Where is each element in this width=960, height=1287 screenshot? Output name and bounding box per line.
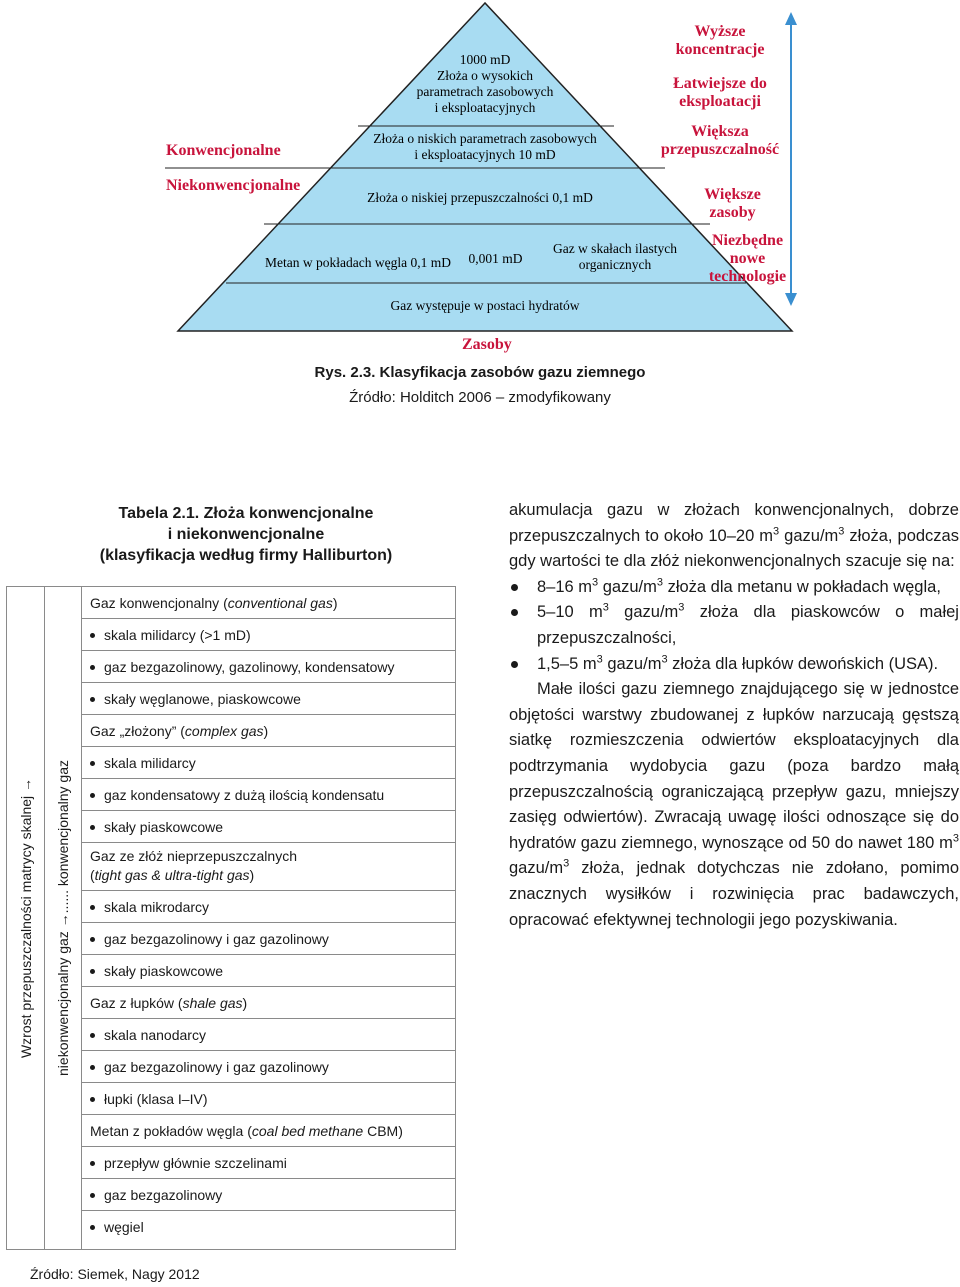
bullet-icon: [511, 609, 518, 616]
table-title-line-2: i niekonwencjonalne: [167, 526, 325, 543]
tier2-line-2: i eksploatacyjnych 10 mD: [414, 147, 556, 162]
arrow-head-down: [785, 293, 797, 306]
body-text: [509, 498, 959, 933]
table-row: [82, 1179, 455, 1211]
label-new-technologies-l3: technologie: [708, 268, 787, 285]
paragraph-2: [509, 677, 959, 933]
tier4-right-line-2: organicznych: [578, 257, 652, 272]
table-col-inner: [45, 587, 82, 1249]
bullet-icon: [90, 1065, 95, 1070]
table-row: [82, 923, 455, 955]
list-item: [509, 575, 959, 601]
row-text: gaz bezgazolinowy i gaz gazolinowy: [104, 1059, 329, 1075]
table-row: [82, 891, 455, 923]
bullet-icon: [90, 697, 95, 702]
sup: 3: [678, 601, 685, 614]
arrow-head-up: [785, 12, 797, 25]
table-row: [82, 1051, 455, 1083]
p1-b: gazu/m: [779, 526, 839, 545]
table-row: [82, 1019, 455, 1051]
sup: 3: [952, 832, 959, 845]
row-text: gaz kondensatowy z dużą ilością kondensatu: [104, 787, 385, 803]
head-text: Gaz konwencjonalny (: [90, 595, 228, 611]
tier2-text: [350, 131, 620, 163]
head-text-line2: [90, 866, 455, 885]
li-a: 5–10 m: [537, 603, 603, 622]
tier4-right-line-1: Gaz w skałach ilastych: [552, 241, 678, 256]
head-text-italic: tight gas & ultra-tight gas: [94, 867, 250, 883]
table-row: [82, 811, 455, 843]
sup: 3: [773, 525, 780, 538]
head-text: Gaz „złożony” (: [90, 723, 185, 739]
head-text-italic: conventional gas: [227, 595, 333, 611]
apex-text: [395, 52, 575, 116]
apex-line-3: parametrach zasobowych: [416, 84, 554, 99]
table-title-line-3: (klasyfikacja według firmy Halliburton): [99, 547, 393, 564]
p2-a: Małe ilości gazu ziemnego znajdującego się w jednostce objętości warstwy zbudowanej z łupków narzucają gęstszą siatkę rozmieszczenia odwiertów eksploatacyjnych dla podtrzymania wydobycia gazu (poza bardzo małą przepuszczalnością ograniczającą przepływ gazu, mniejszy zasięg odwiertów). Zwracają uwagę ilości odnoszące się do hydratów gazu ziemnego, wynoszące od 50 do nawet 180 m: [509, 680, 959, 852]
table-row-head: [82, 987, 455, 1019]
row-text: gaz bezgazolinowy: [104, 1187, 223, 1203]
bullet-icon: [511, 584, 518, 591]
apex-line-4: i eksploatacyjnych: [434, 100, 536, 115]
tier5-text: Gaz występuje w postaci hydratów: [390, 298, 580, 313]
li-c: złoża dla piaskowców o małej przepuszczalności,: [537, 603, 959, 647]
bullet-icon: [90, 793, 95, 798]
vertical-label-gas-type: niekonwencjonalny gaz →...... konwencjonalny gaz: [55, 760, 71, 1076]
bullet-icon: [90, 633, 95, 638]
vertical-label-permeability: Wzrost przepuszczalności matrycy skalnej →: [17, 777, 34, 1059]
figure-source: Źródło: Holditch 2006 – zmodyfikowany: [349, 389, 611, 406]
label-easier-exploitation-l2: eksploatacji: [679, 93, 761, 110]
table-title-line-1: Tabela 2.1. Złoża konwencjonalne: [118, 505, 374, 522]
label-new-technologies-l2: nowe: [729, 250, 766, 267]
bullet-icon: [90, 825, 95, 830]
label-easier-exploitation-l1: Łatwiejsze do: [673, 75, 767, 92]
row-text: skały węglanowe, piaskowcowe: [104, 691, 301, 707]
table-row: [82, 1147, 455, 1179]
table-row: [82, 779, 455, 811]
label-higher-permeability-l1: Większa: [691, 123, 749, 140]
table-col-outer: [7, 587, 45, 1249]
sup: 3: [661, 653, 668, 666]
table-row: [82, 1083, 455, 1115]
list-item: [509, 600, 959, 651]
head-text-italic: complex gas: [184, 723, 264, 739]
tier4-left-text: Metan w pokładach węgla 0,1 mD: [265, 255, 451, 270]
label-resources: Zasoby: [462, 336, 512, 353]
label-higher-concentration: [660, 23, 780, 59]
tier2-line-1: Złoża o niskich parametrach zasobowych: [373, 131, 597, 146]
sup: 3: [592, 576, 599, 589]
row-text: przepływ głównie szczelinami: [104, 1155, 287, 1171]
bullet-icon: [90, 1097, 95, 1102]
bullet-icon: [90, 1225, 95, 1230]
li-c: złoża dla łupków dewońskich (USA).: [667, 654, 939, 673]
head-text-end: ): [332, 595, 338, 611]
sup: 3: [838, 525, 845, 538]
table-row: [82, 955, 455, 987]
sup: 3: [563, 857, 570, 870]
label-new-technologies-l1: Niezbędne: [711, 232, 784, 249]
table-source: Źródło: Siemek, Nagy 2012: [30, 1266, 200, 1282]
table-row: [82, 619, 455, 651]
head-text: Gaz z łupków (: [90, 995, 183, 1011]
row-text: gaz bezgazolinowy i gaz gazolinowy: [104, 931, 329, 947]
bullet-icon: [90, 969, 95, 974]
table-title: [66, 503, 426, 566]
table-row-head: [82, 715, 455, 747]
label-larger-resources-l1: Większe: [704, 186, 761, 203]
label-larger-resources: [690, 186, 775, 222]
table-row: [82, 651, 455, 683]
sup: 3: [596, 653, 603, 666]
head-text-italic: shale gas: [182, 995, 243, 1011]
row-text: skala milidarcy (>1 mD): [104, 627, 251, 643]
row-text: gaz bezgazolinowy, gazolinowy, kondensatowy: [104, 659, 395, 675]
figure-caption: Rys. 2.3. Klasyfikacja zasobów gazu ziemnego: [314, 364, 646, 381]
bullet-icon: [90, 1033, 95, 1038]
li-b: gazu/m: [602, 654, 662, 673]
bullet-icon: [90, 1161, 95, 1166]
label-larger-resources-l2: zasoby: [709, 204, 756, 221]
head-text-end: ): [249, 867, 255, 883]
head-text-end: ): [263, 723, 269, 739]
head-text-italic: coal bed methane: [251, 1123, 364, 1139]
tier4-mid-text: 0,001 mD: [468, 251, 523, 266]
head-text: Gaz ze złóż nieprzepuszczalnych: [90, 848, 297, 864]
pyramid-graphic: [0, 0, 960, 340]
tier4-right-text: [540, 241, 690, 273]
sup: 3: [656, 576, 663, 589]
head-paren-open: (: [90, 867, 95, 883]
row-text: węgiel: [104, 1219, 144, 1235]
label-new-technologies: [700, 232, 795, 286]
paragraph-1: [509, 498, 959, 575]
bullet-icon: [90, 761, 95, 766]
table-row-head: [82, 1115, 455, 1147]
apex-line-2: Złoża o wysokich: [437, 68, 533, 83]
li-a: 8–16 m: [537, 577, 593, 596]
list-item: [509, 652, 959, 678]
li-c: złoża dla metanu w pokładach węgla,: [663, 577, 941, 596]
label-conventional: Konwencjonalne: [166, 142, 281, 159]
label-higher-concentration-l1: Wyższe: [694, 23, 746, 40]
head-text-end: CBM): [363, 1123, 403, 1139]
bullet-icon: [90, 1193, 95, 1198]
table-row: [82, 1211, 455, 1249]
head-text-end: ): [242, 995, 248, 1011]
li-b: gazu/m: [608, 603, 679, 622]
classification-table: [6, 586, 456, 1250]
bullet-icon: [511, 661, 518, 668]
table-row: [82, 683, 455, 715]
bullet-icon: [90, 905, 95, 910]
p2-b: gazu/m: [509, 859, 564, 878]
row-text: skały piaskowcowe: [104, 963, 224, 979]
table-row: [82, 747, 455, 779]
tier3-text: Złoża o niskiej przepuszczalności 0,1 mD: [367, 190, 593, 205]
row-text: skala milidarcy: [104, 755, 196, 771]
table-row-head: [82, 587, 455, 619]
row-text: skala nanodarcy: [104, 1027, 206, 1043]
label-higher-concentration-l2: koncentracje: [675, 41, 765, 58]
p2-c: złoża, jednak dotychczas nie zdołano, pomimo znacznych wysiłków i rozwinięcia prac badawczych, opracować efektywnej technologii jego pozyskiwania.: [509, 859, 959, 929]
label-higher-permeability-l2: przepuszczalność: [660, 141, 780, 158]
row-text: skały piaskowcowe: [104, 819, 224, 835]
head-text: Metan z pokładów węgla (: [90, 1123, 252, 1139]
label-easier-exploitation: [660, 75, 780, 111]
li-a: 1,5–5 m: [537, 654, 597, 673]
apex-line-1: 1000 mD: [459, 52, 511, 67]
table-row-head: [82, 843, 455, 891]
pyramid-figure: [0, 0, 960, 410]
label-higher-permeability: [655, 123, 785, 159]
label-unconventional: Niekonwencjonalne: [166, 177, 301, 194]
sup: 3: [602, 601, 609, 614]
row-text: łupki (klasa I–IV): [104, 1091, 208, 1107]
bullet-icon: [90, 665, 95, 670]
bullet-icon: [90, 937, 95, 942]
row-text: skala mikrodarcy: [104, 899, 210, 915]
li-b: gazu/m: [598, 577, 657, 596]
p1-a: akumulacja gazu w złożach konwencjonalnych, dobrze przepuszczalnych to około 10–20 m: [509, 501, 959, 545]
p1-c: złoża, podczas gdy wartości te dla złóż niekonwencjonalnych szacuje się na:: [509, 526, 959, 571]
